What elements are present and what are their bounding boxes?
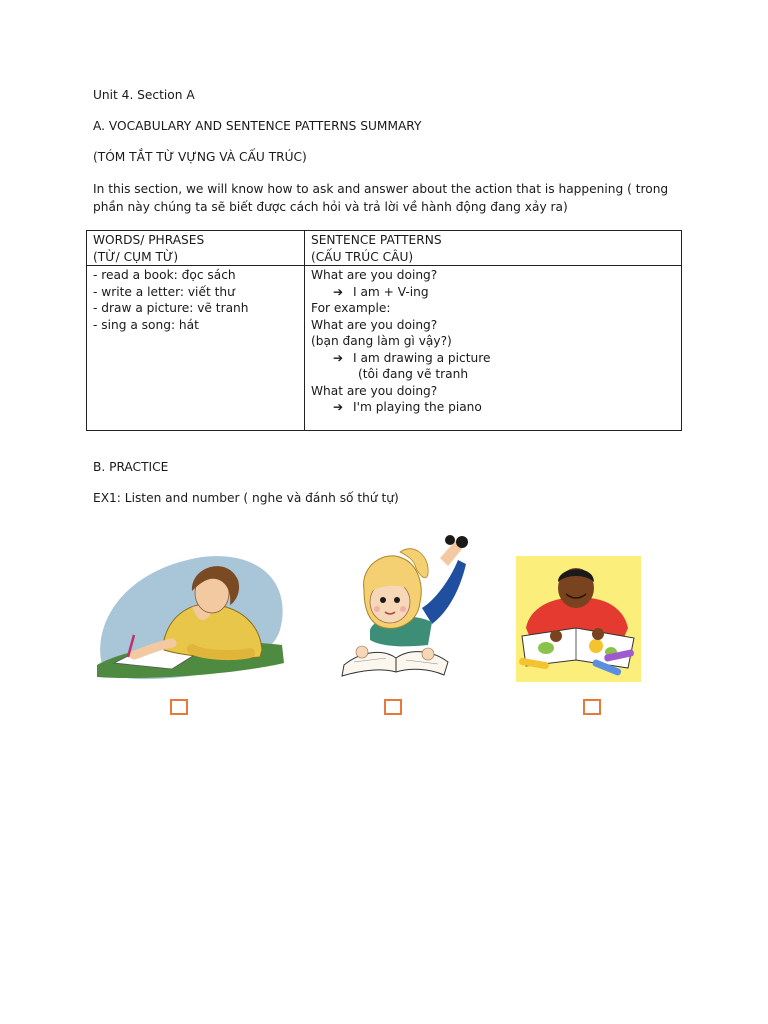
section-a-title: A. VOCABULARY AND SENTENCE PATTERNS SUMMARY (93, 119, 422, 133)
example-answer-2 (311, 399, 675, 416)
example-answer-text: I am drawing a picture (353, 350, 491, 365)
right-arrow-icon: ➔ (333, 350, 344, 365)
ex1-instruction: EX1: Listen and number ( nghe và đánh số thứ tự) (93, 491, 399, 505)
table-header-row (87, 231, 682, 266)
example-answer-vi: (tôi đang vẽ tranh (358, 367, 469, 381)
section-a-subtitle: (TÓM TẮT TỪ VỰNG VÀ CẤU TRÚC) (93, 150, 307, 164)
example-question-vi: (bạn đang làm gì vậy?) (311, 334, 452, 348)
words-header (87, 231, 305, 266)
word-item: - write a letter: viết thư (93, 284, 235, 299)
writing-letter-illustration (92, 545, 288, 685)
unit-title: Unit 4. Section A (93, 88, 195, 102)
vocabulary-table (86, 230, 682, 431)
intro-paragraph: In this section, we will know how to ask and answer about the action that is happening ( trong phần này chúng ta sẽ biết được cách hỏi và trả lời về hành động đang xảy ra) (93, 182, 669, 214)
example-answer-2-text: I'm playing the piano (353, 400, 482, 414)
number-box-2[interactable] (384, 699, 402, 715)
practice-title: B. PRACTICE (93, 460, 169, 474)
number-box-3[interactable] (583, 699, 601, 715)
reading-book-illustration (340, 530, 475, 680)
right-arrow-icon: ➔ (333, 400, 344, 414)
example-question: What are you doing? (311, 317, 438, 332)
pattern-question: What are you doing? (311, 268, 438, 282)
words-header-vi: (TỪ/ CỤM TỪ) (93, 249, 179, 264)
pattern-answer-text: I am + V-ing (353, 284, 429, 299)
patterns-header (305, 231, 682, 266)
words-header-en: WORDS/ PHRASES (93, 233, 205, 247)
example-question-2: What are you doing? (311, 383, 438, 398)
word-item: - draw a picture: vẽ tranh (93, 301, 249, 315)
word-item: - sing a song: hát (93, 317, 199, 332)
drawing-picture-illustration (516, 556, 641, 682)
example-label: For example: (311, 301, 391, 315)
right-arrow-icon: ➔ (333, 284, 344, 299)
patterns-cell (305, 266, 682, 431)
patterns-header-en: SENTENCE PATTERNS (311, 233, 442, 247)
number-box-1[interactable] (170, 699, 188, 715)
patterns-header-vi: (CẤU TRÚC CÂU) (311, 249, 414, 264)
pattern-answer (311, 284, 675, 301)
example-answer (311, 350, 675, 367)
word-item: - read a book: đọc sách (93, 268, 236, 282)
words-cell (87, 266, 305, 431)
table-body-row (87, 266, 682, 431)
